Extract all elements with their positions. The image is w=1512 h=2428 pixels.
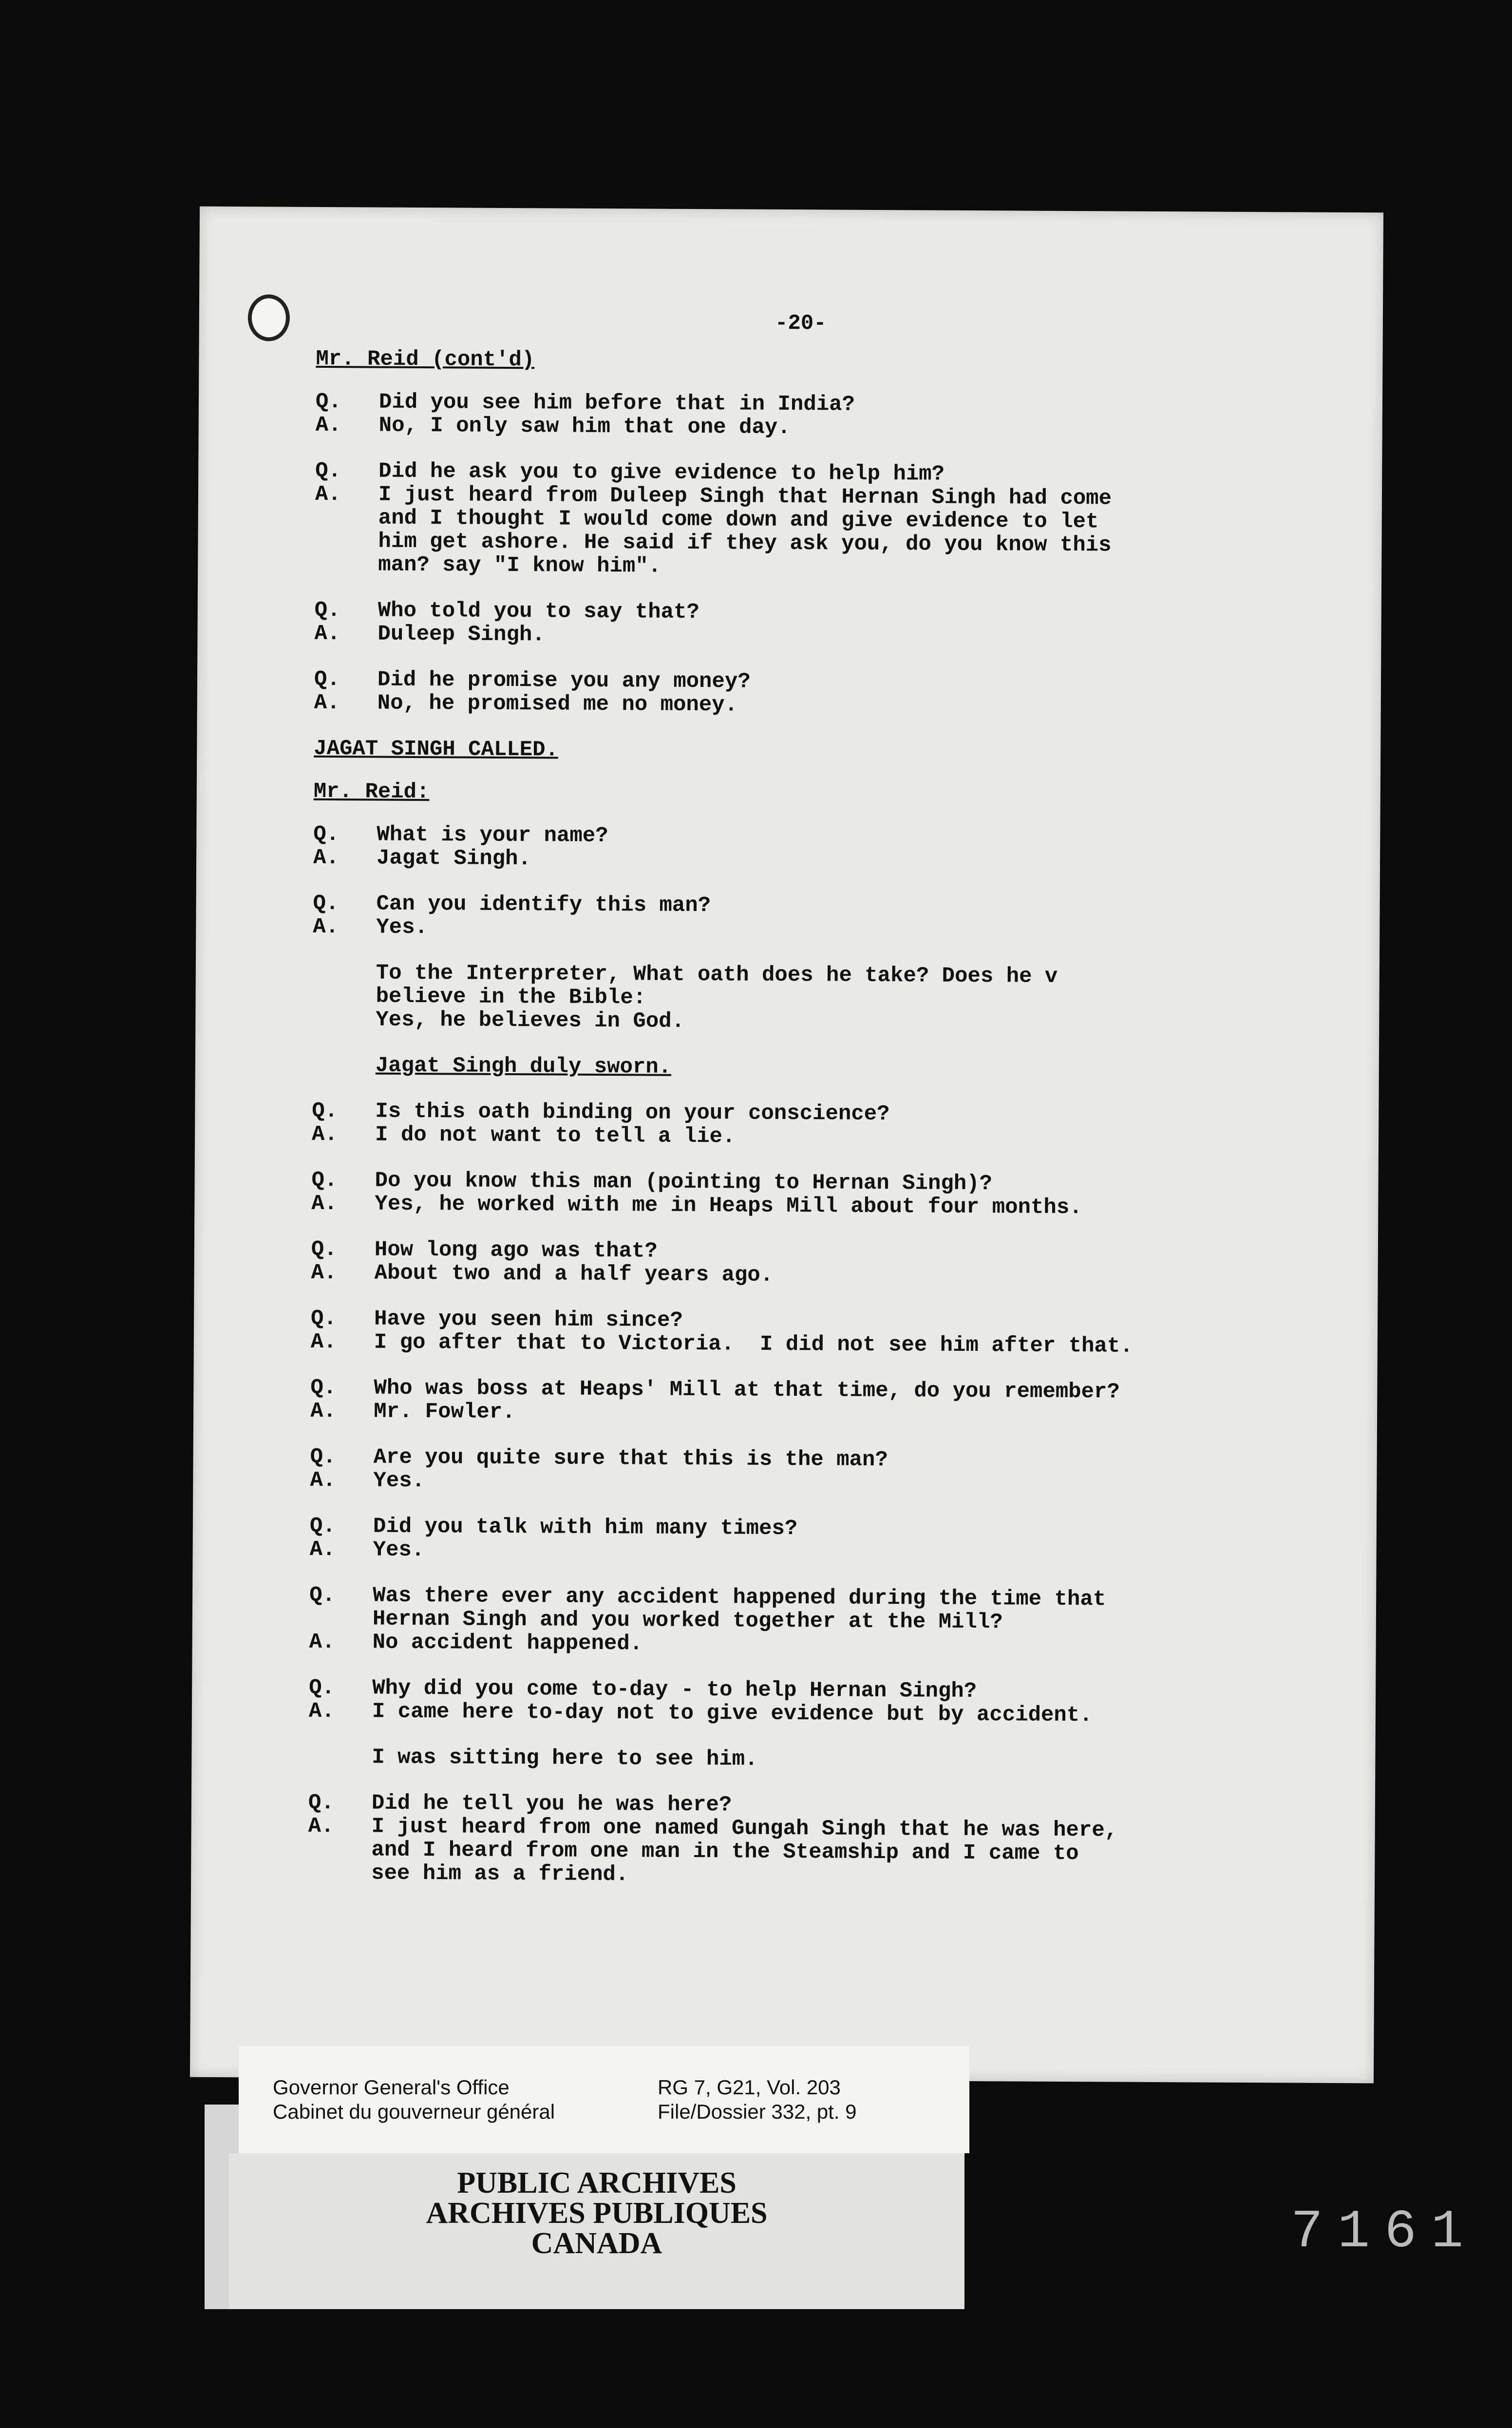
question-text: Why did you come to-day - to help Hernan Singh? (372, 1676, 977, 1704)
answer-text: I just heard from Duleep Singh that Hernan Singh had come and I thought I would come down and give evidence to let him get ashore. He said if they ask you, do you know this man? say "I know him". (378, 482, 1112, 579)
question-marker: Q. (314, 598, 340, 623)
question-marker: Q. (314, 667, 340, 692)
answer-marker: A. (310, 1329, 337, 1355)
answer-line (316, 414, 1285, 442)
answer-marker: A. (311, 1122, 338, 1147)
question-text: Are you quite sure that this is the man? (373, 1445, 888, 1473)
qa-pair (309, 1676, 1278, 1728)
question-text: Who was boss at Heaps' Mill at that time, do you remember? (374, 1376, 1120, 1404)
answer-text: Yes. (373, 1537, 425, 1563)
question-text: How long ago was that? (374, 1237, 658, 1264)
answer-line (310, 1538, 1279, 1566)
question-marker: Q. (311, 1168, 338, 1193)
answer-marker: A. (310, 1399, 337, 1424)
sworn-heading: Jagat Singh duly sworn. (375, 1053, 672, 1080)
qa-pair (315, 459, 1285, 581)
label-office (273, 2075, 555, 2124)
answer-line (311, 1261, 1280, 1290)
question-text: Who told you to say that? (378, 598, 699, 625)
answer-line (310, 1400, 1280, 1428)
answer-text: I came here to-day not to give evidence but by accident. (372, 1699, 1093, 1728)
answer-line (310, 1469, 1279, 1497)
question-line (309, 1584, 1279, 1635)
question-text: Did you talk with him many times? (373, 1514, 798, 1541)
question-marker: Q. (315, 389, 341, 415)
question-text: Did you see him before that in India? (378, 390, 855, 417)
transcript-body (308, 309, 1285, 1912)
answer-marker: A. (311, 1191, 338, 1216)
answer-marker: A. (313, 914, 339, 940)
answer-text: Jagat Singh. (376, 846, 531, 872)
question-marker: Q. (313, 891, 339, 916)
question-text: Did he promise you any money? (377, 667, 751, 694)
label-reference (658, 2075, 857, 2124)
qa-pair (313, 823, 1283, 874)
called-heading: JAGAT SINGH CALLED. (314, 736, 559, 762)
speaker-heading-2: Mr. Reid: (313, 779, 430, 805)
question-text: What is your name? (377, 822, 608, 849)
speaker-heading: Mr. Reid (cont'd) (316, 346, 535, 373)
answer-text: Duleep Singh. (378, 622, 545, 647)
archive-label (239, 2046, 969, 2153)
qa-pair (311, 1169, 1281, 1220)
answer-text: No accident happened. (372, 1630, 643, 1656)
reference-file: File/Dossier 332, pt. 9 (658, 2100, 857, 2123)
reference-volume: RG 7, G21, Vol. 203 (658, 2076, 841, 2099)
question-marker: Q. (310, 1306, 337, 1331)
document-page (190, 207, 1383, 2084)
answer-marker: A. (308, 1814, 334, 1839)
answer-text: I just heard from one named Gungah Singh that he was here, and I heard from one man in the Steamship and I came to see him as a friend. (371, 1814, 1118, 1887)
qa-pair (314, 599, 1284, 650)
question-text: Is this oath binding on your conscience? (375, 1099, 890, 1127)
answer-line (313, 846, 1283, 874)
answer-line (314, 691, 1284, 720)
qa-pair (311, 1238, 1280, 1290)
answer-text: Yes. (373, 1468, 425, 1494)
answer-marker: A. (313, 845, 340, 871)
punch-hole (248, 294, 290, 341)
question-marker: Q. (313, 822, 340, 847)
reel-number: 7161 (1291, 2202, 1478, 2263)
answer-text: Mr. Fowler. (373, 1399, 515, 1425)
question-text: Was there ever any accident happened during the time that Hernan Singh and you worked together at the Mill? (372, 1583, 1106, 1635)
answer-text: I go after that to Victoria. I did not see him after that. (374, 1330, 1133, 1359)
answer-marker: A. (314, 690, 340, 716)
qa-section-3 (309, 1100, 1282, 1728)
office-french: Cabinet du gouverneur général (273, 2100, 555, 2123)
answer-text: No, he promised me no money. (377, 691, 738, 718)
qa-section-2 (313, 823, 1283, 944)
qa-pair (316, 390, 1285, 442)
answer-line (309, 1700, 1278, 1728)
qa-pair (310, 1515, 1279, 1566)
question-marker: Q. (315, 458, 341, 484)
question-text: Did he ask you to give evidence to help him? (378, 459, 945, 487)
answer-marker: A. (311, 1260, 337, 1286)
qa-section-1 (314, 390, 1285, 720)
archives-line-2: ARCHIVES PUBLIQUES (426, 2197, 768, 2230)
answer-line (308, 1815, 1278, 1890)
question-marker: Q. (310, 1444, 336, 1470)
qa-pair (309, 1584, 1279, 1659)
qa-pair (313, 892, 1282, 944)
archives-stamp (229, 2153, 964, 2309)
qa-pair (310, 1376, 1280, 1428)
answer-text: About two and a half years ago. (374, 1261, 774, 1288)
answer-marker: A. (309, 1630, 335, 1655)
answer-text: I do not want to tell a lie. (375, 1122, 736, 1149)
question-marker: Q. (312, 1099, 338, 1124)
answer-line (311, 1192, 1281, 1220)
question-marker: Q. (309, 1583, 336, 1608)
question-text: Have you seen him since? (374, 1307, 683, 1333)
answer-line (312, 1123, 1281, 1151)
answer-marker: A. (315, 482, 341, 507)
qa-pair (312, 1100, 1281, 1151)
question-marker: Q. (310, 1375, 337, 1401)
qa-section-4 (308, 1791, 1278, 1890)
question-text: Did he tell you he was here? (371, 1791, 732, 1818)
question-text: Do you know this man (pointing to Hernan Singh)? (375, 1168, 993, 1196)
answer-line (311, 1330, 1280, 1359)
qa-pair (311, 1307, 1280, 1359)
office-english: Governor General's Office (273, 2076, 510, 2099)
answer-line (309, 1631, 1279, 1659)
answer-marker: A. (314, 621, 340, 646)
archives-line-3: CANADA (531, 2227, 662, 2260)
qa-pair (308, 1791, 1278, 1890)
answer-marker: A. (315, 413, 341, 438)
archives-line-1: PUBLIC ARCHIVES (457, 2166, 737, 2200)
answer-text: Yes, he worked with me in Heaps Mill about four months. (375, 1192, 1082, 1220)
answer-marker: A. (308, 1699, 335, 1724)
qa-pair (314, 668, 1284, 720)
answer-marker: A. (309, 1537, 336, 1562)
question-marker: Q. (309, 1514, 336, 1539)
page-number: -20- (775, 311, 827, 336)
sitting-note: I was sitting here to see him. (372, 1745, 758, 1772)
qa-pair (310, 1445, 1279, 1497)
question-marker: Q. (309, 1675, 335, 1701)
answer-line (314, 622, 1284, 650)
answer-text: Yes. (376, 915, 428, 940)
question-marker: Q. (311, 1237, 337, 1262)
question-marker: Q. (308, 1790, 334, 1816)
answer-line (315, 483, 1285, 581)
answer-text: No, I only saw him that one day. (378, 413, 791, 440)
answer-marker: A. (310, 1468, 336, 1493)
question-text: Can you identify this man? (376, 892, 711, 918)
answer-line (313, 915, 1282, 944)
interpreter-note: To the Interpreter, What oath does he take? Does he v believe in the Bible: Yes, he believes in God. (376, 961, 1058, 1034)
